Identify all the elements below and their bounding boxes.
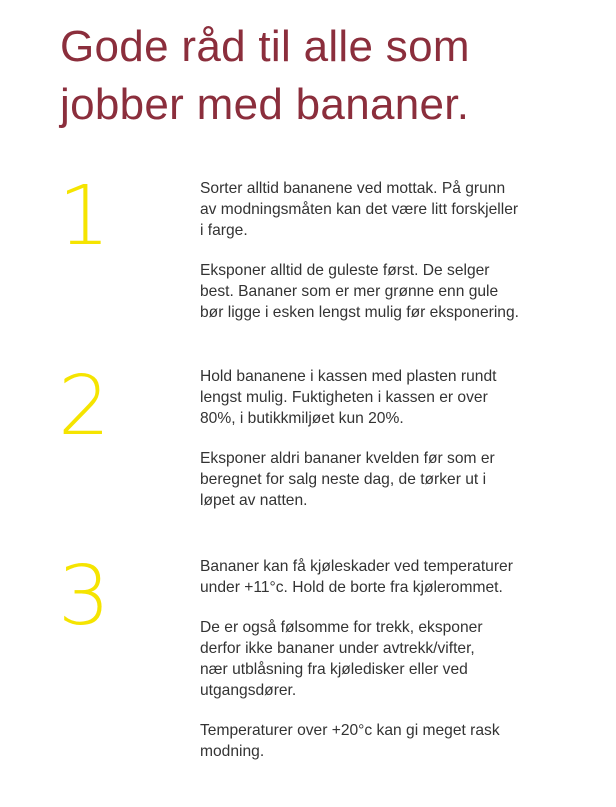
text-line: nær utblåsning fra kjøledisker eller ved xyxy=(200,661,468,678)
tip-3-paragraph-1 xyxy=(200,556,570,598)
text-line: 80%, i butikkmiljøet kun 20%. xyxy=(200,410,404,427)
tip-number-1: 1 xyxy=(58,169,111,264)
text-line: best. Bananer som er mer grønne enn gule xyxy=(200,283,499,300)
title-line-1: Gode råd til alle som xyxy=(60,22,470,71)
tip-text-1 xyxy=(200,178,570,342)
text-line: av modningsmåten kan det være litt forskjeller xyxy=(200,201,519,218)
text-line: Eksponer alltid de guleste først. De selger xyxy=(200,262,490,279)
tip-3-paragraph-2 xyxy=(200,617,570,701)
text-line: Hold bananene i kassen med plasten rundt xyxy=(200,368,497,385)
tip-1-paragraph-1 xyxy=(200,178,570,241)
tip-number-3: 3 xyxy=(58,549,111,644)
text-line: Eksponer aldri bananer kvelden før som er xyxy=(200,450,495,467)
title-line-2: jobber med bananer. xyxy=(60,80,470,129)
page-title xyxy=(60,18,580,134)
text-line: De er også følsomme for trekk, eksponer xyxy=(200,619,483,636)
text-line: under +11°c. Hold de borte fra kjølerommet. xyxy=(200,579,503,596)
text-line: løpet av natten. xyxy=(200,492,308,509)
text-line: Temperaturer over +20°c kan gi meget rask xyxy=(200,722,500,739)
text-line: beregnet for salg neste dag, de tørker ut i xyxy=(200,471,487,488)
tip-3-paragraph-3 xyxy=(200,720,570,762)
text-line: modning. xyxy=(200,743,265,760)
text-line: Sorter alltid bananene ved mottak. På grunn xyxy=(200,180,506,197)
text-line: bør ligge i esken lengst mulig før eksponering. xyxy=(200,304,519,321)
tip-number-2: 2 xyxy=(58,359,111,454)
tip-2-paragraph-2 xyxy=(200,448,570,511)
text-line: derfor ikke bananer under avtrekk/vifter, xyxy=(200,640,475,657)
text-line: Bananer kan få kjøleskader ved temperaturer xyxy=(200,558,513,575)
tip-2-paragraph-1 xyxy=(200,366,570,429)
text-line: utgangsdører. xyxy=(200,682,297,699)
tip-text-3 xyxy=(200,556,570,781)
text-line: lengst mulig. Fuktigheten i kassen er over xyxy=(200,389,488,406)
tip-text-2 xyxy=(200,366,570,530)
text-line: i farge. xyxy=(200,222,248,239)
tip-1-paragraph-2 xyxy=(200,260,570,323)
